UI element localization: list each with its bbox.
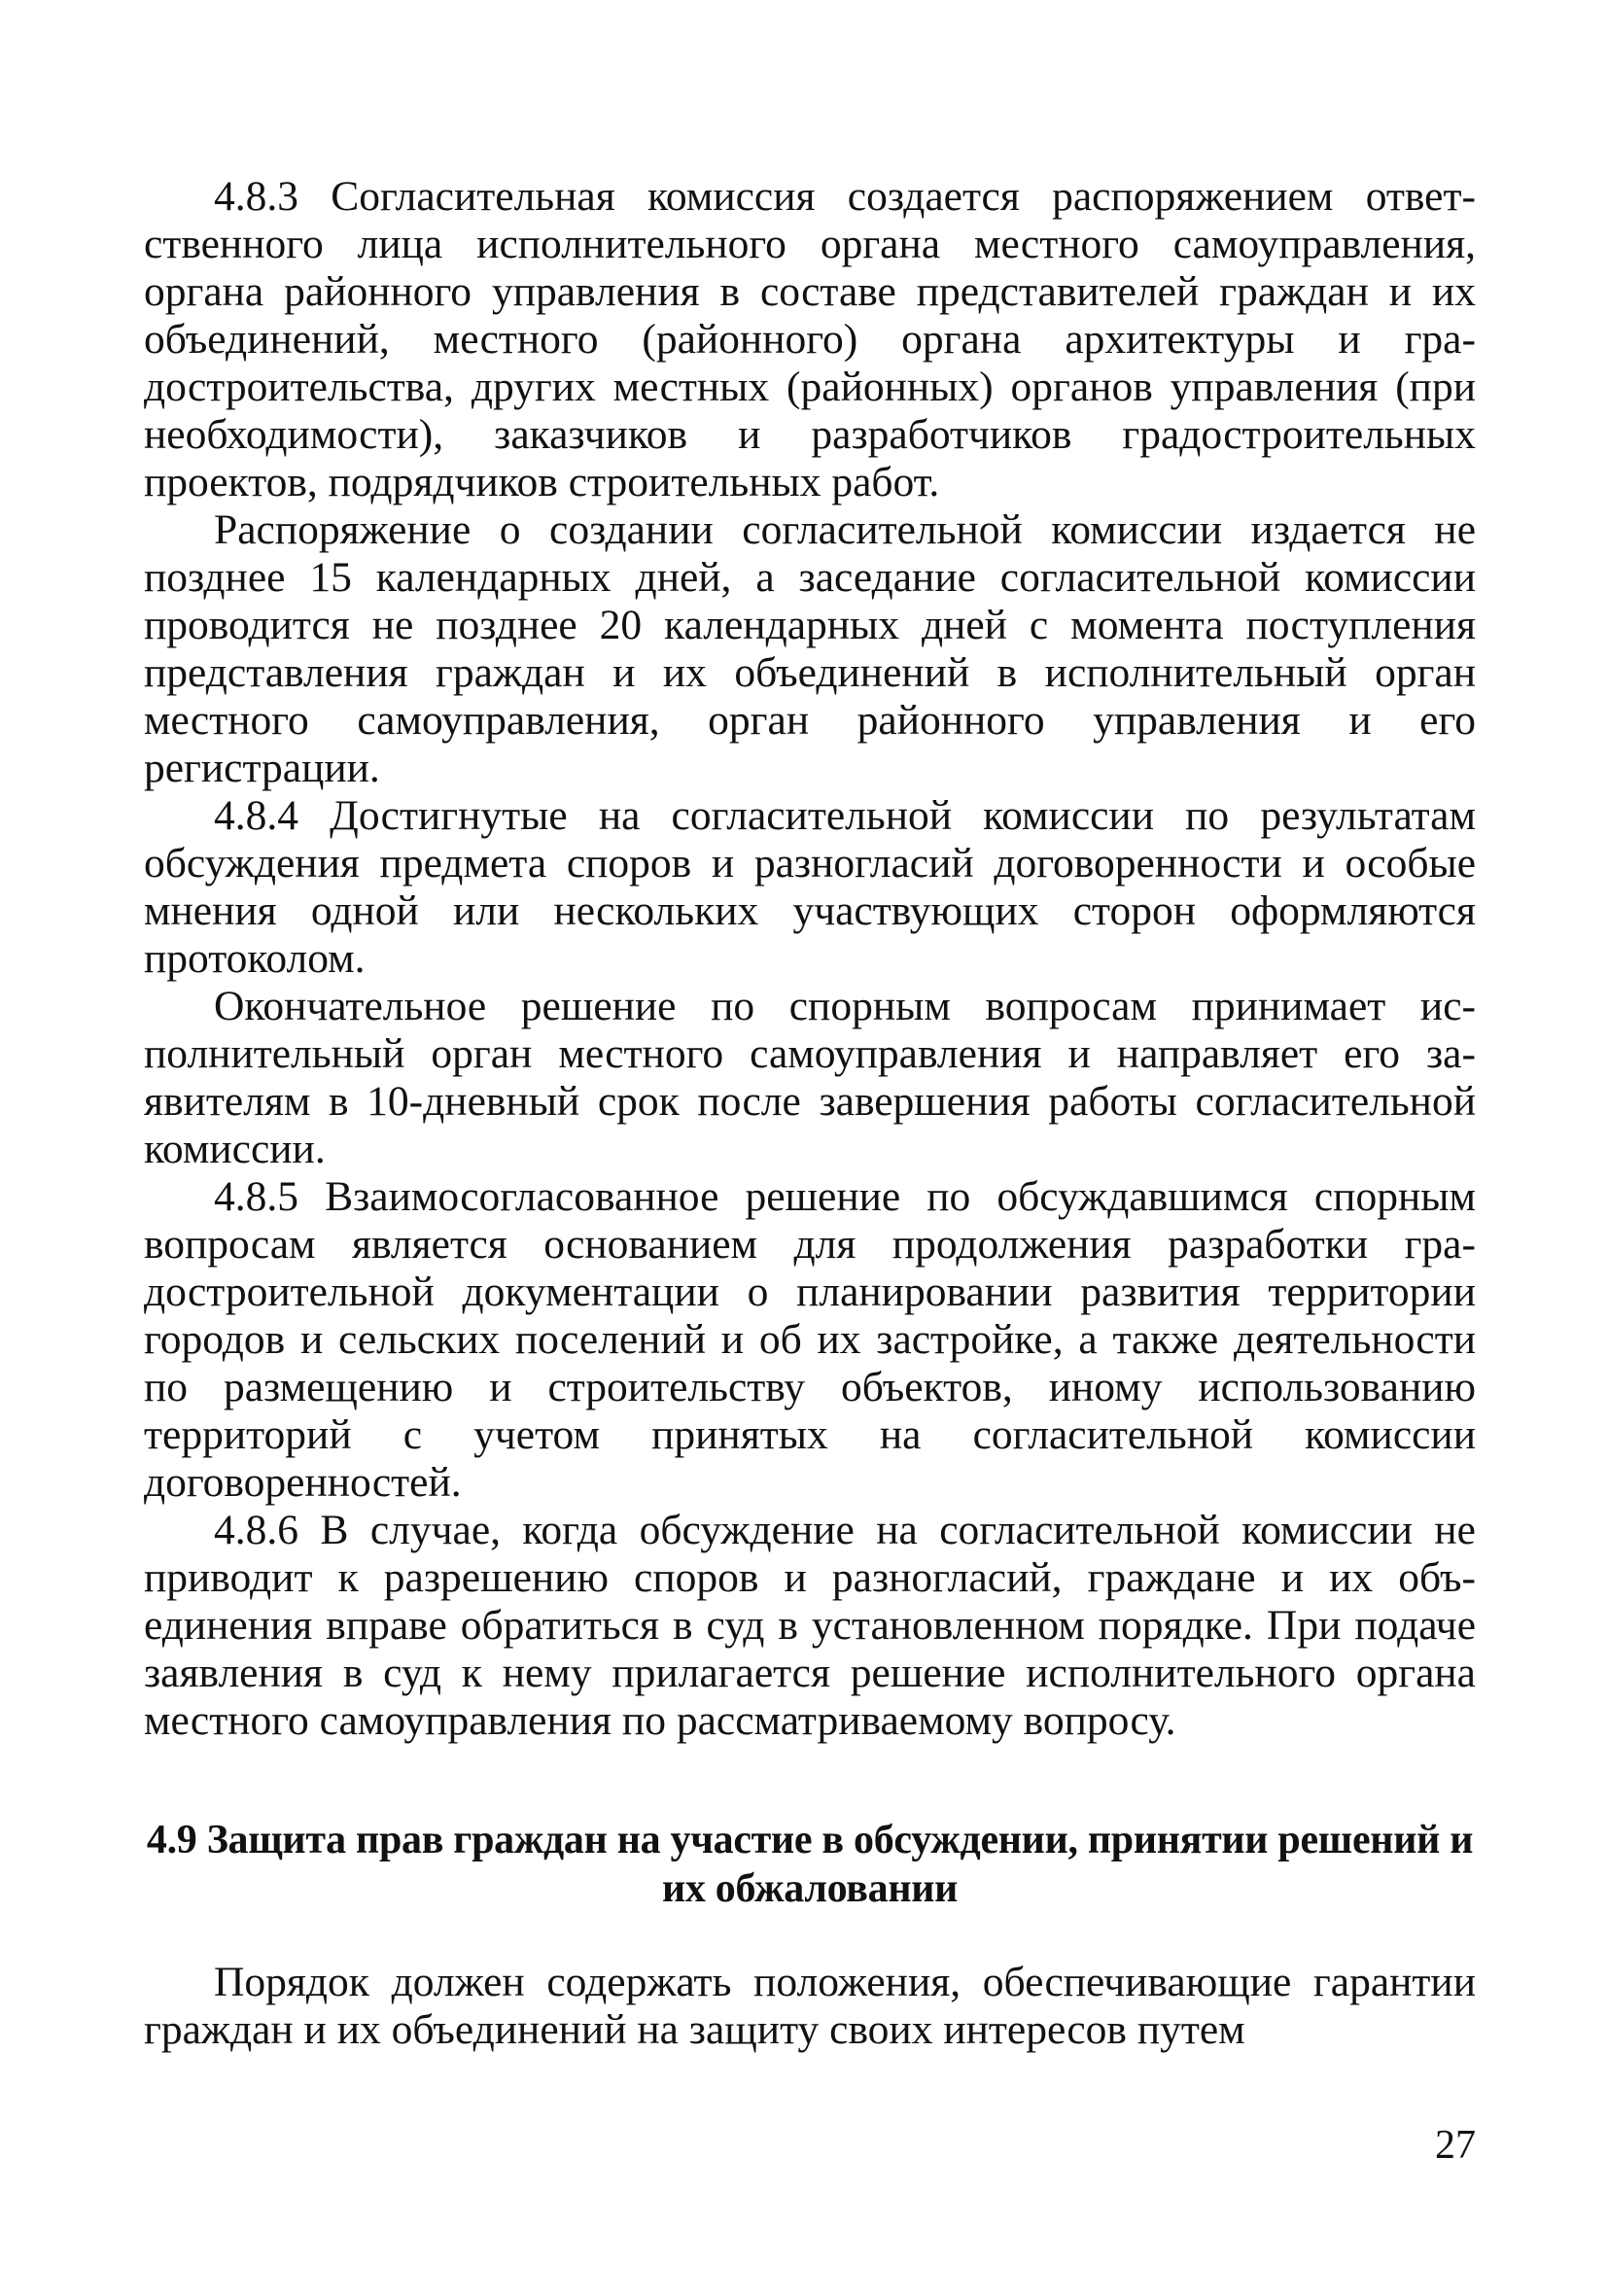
page-number: 27 (1435, 2123, 1476, 2168)
paragraph-4-8-4: 4.8.4 Достигнутые на согласительной комиссии по результатам обсуждения предмета споров и разногласий договоренности и особые мнения одной или нескольких участвующих сторон оформляются протоколом. (144, 792, 1476, 982)
paragraph-4-8-6: 4.8.6 В случае, когда обсуждение на согласительной комиссии не приводит к разрешению споров и разногласий, граждане и их объединения вправе обратиться в суд в установленном порядке. При подаче заявления в суд к нему прилагается решение исполнительного органа местного самоуправления по рассматриваемому вопросу. (144, 1507, 1476, 1744)
paragraph-commission-order: Распоряжение о создании согласительной комиссии издается не позднее 15 календарных дней, а заседание согласительной комиссии проводится не позднее 20 календарных дней с момента поступления представления граждан и их объединений в исполнительный орган местного самоуправления, орган районного управления и его регистрации. (144, 506, 1476, 791)
paragraph-4-8-5: 4.8.5 Взаимосогласованное решение по обсуждавшимся спорным вопросам является основанием для продолжения разработки градостроительной документации о планировании развития территории городов и сельских поселений и об их застройке, а также деятельности по размещению и строительству объектов, иному использованию территорий с учетом принятых на согласительной комиссии договоренностей. (144, 1173, 1476, 1506)
paragraph-final-decision: Окончательное решение по спорным вопросам принимает исполнительный орган местного самоуправления и направляет его заявителям в 10-дневный срок после завершения работы согласительной комиссии. (144, 983, 1476, 1172)
section-heading-4-9: 4.9 Защита прав граждан на участие в обсуждении, принятии решений и их обжаловании (146, 1818, 1474, 1911)
paragraph-section-4-9-intro: Порядок должен содержать положения, обеспечивающие гарантии граждан и их объединений на защиту своих интересов путем (144, 1959, 1476, 2053)
paragraph-4-8-3: 4.8.3 Согласительная комиссия создается распоряжением ответственного лица исполнительного органа местного самоуправления, органа районного управления в составе представителей граждан и их объединений, местного (районного) органа архитектуры и градостроительства, других местных (районных) органов управления (при необходимости), заказчиков и разработчиков градостроительных проектов, подрядчиков строительных работ. (144, 173, 1476, 505)
body-text (144, 173, 1476, 1745)
